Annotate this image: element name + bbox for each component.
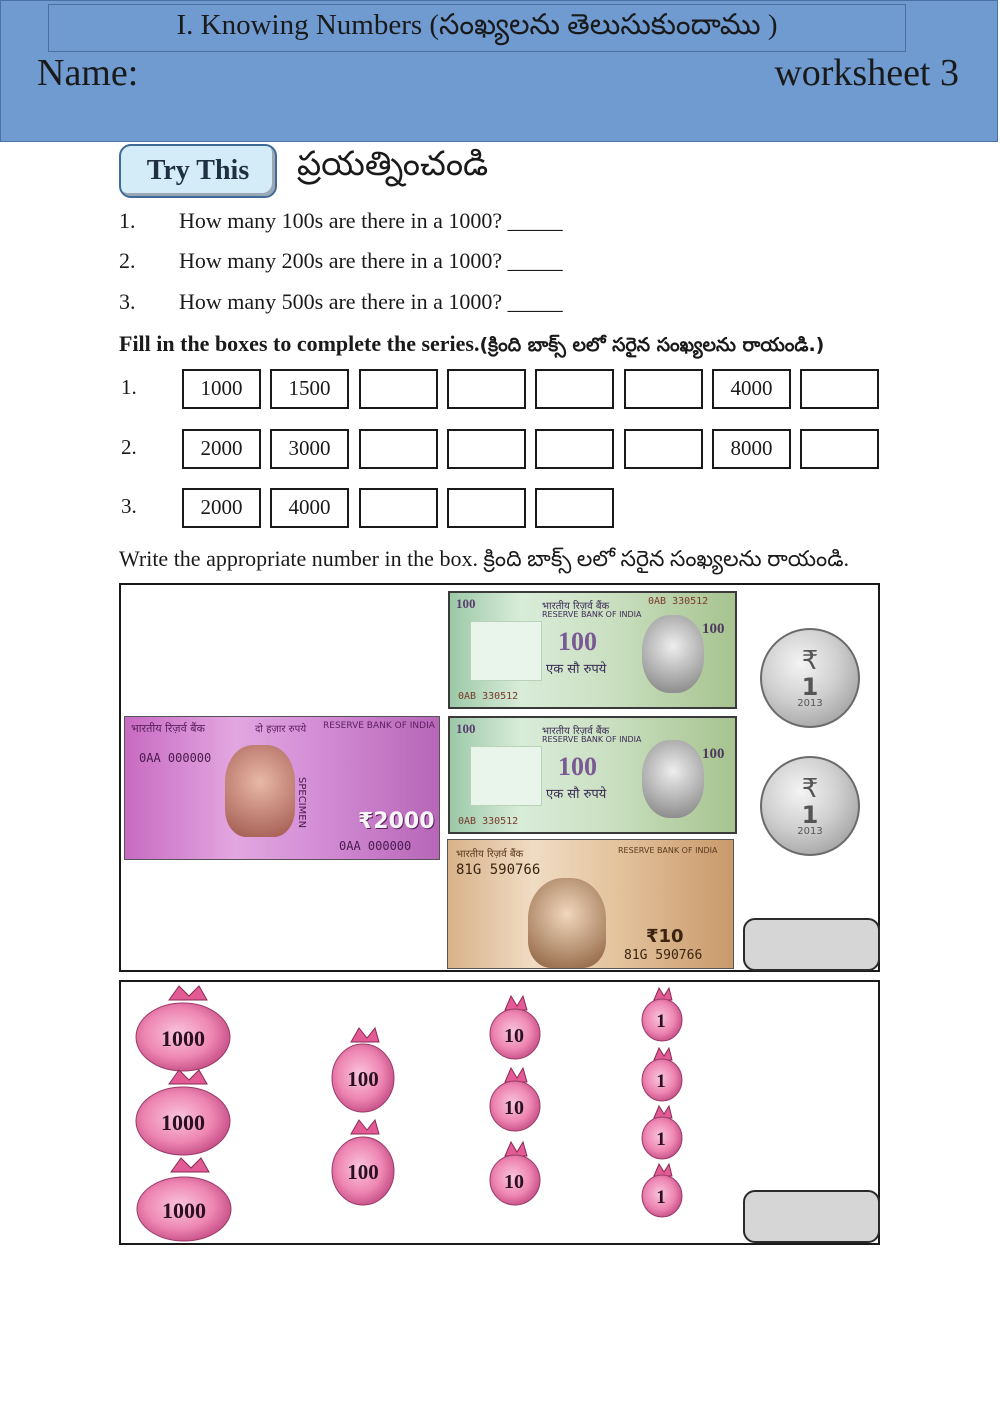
- question-text: How many 200s are there in a 1000? _____: [179, 248, 563, 273]
- money-bag-10: [490, 996, 540, 1059]
- money-bag-1: [642, 1164, 682, 1217]
- series-answer-box[interactable]: [359, 429, 438, 469]
- note-value-right: 100: [702, 621, 725, 637]
- note-serial: 0AB 330512: [458, 816, 519, 827]
- question-1: [119, 208, 563, 234]
- money-bag-10: [490, 1068, 540, 1131]
- note-100: [448, 716, 737, 834]
- coin-year: 2013: [797, 698, 823, 709]
- gandhi-portrait: [642, 615, 704, 693]
- coin-1-rupee: [760, 756, 860, 856]
- bag-label: 1000: [161, 1026, 205, 1051]
- series-answer-box[interactable]: [447, 488, 526, 528]
- worksheet-title: I. Knowing Numbers (సంఖ్యలను తెలుసుకుందాము ): [48, 4, 906, 52]
- note-value-center: 100: [558, 627, 597, 656]
- series-box: 2000: [182, 429, 261, 469]
- money-bag-1: [642, 1048, 682, 1101]
- note-bank-name: RESERVE BANK OF INDIA: [618, 846, 718, 855]
- question-3: [119, 289, 563, 315]
- gandhi-portrait: [528, 878, 606, 968]
- series-answer-box[interactable]: [535, 429, 614, 469]
- coin-year: 2013: [797, 826, 823, 837]
- series-row-number: 1.: [121, 375, 137, 399]
- note-words: एक सौ रुपये: [546, 787, 607, 802]
- coin-value: 1: [801, 801, 819, 829]
- series-box: 2000: [182, 488, 261, 528]
- question-number: 2.: [119, 248, 136, 273]
- bags-answer-box[interactable]: [743, 1190, 880, 1243]
- series-box: 1000: [182, 369, 261, 409]
- bag-label: 100: [347, 1160, 379, 1184]
- bag-label: 10: [504, 1025, 524, 1047]
- worksheet-number: worksheet 3: [774, 52, 959, 94]
- series-instruction-telugu: (క్రింది బాక్స్ లలో సరైన సంఖ్యలను రాయండి.): [479, 334, 825, 356]
- money-bag-100: [332, 1120, 394, 1205]
- note-100: [448, 591, 737, 709]
- series-box: 8000: [712, 429, 791, 469]
- series-answer-box[interactable]: [535, 488, 614, 528]
- series-answer-box[interactable]: [800, 369, 879, 409]
- money-panel: [119, 583, 880, 972]
- note-10: [447, 839, 734, 969]
- question-2: [119, 248, 563, 274]
- question-number: 1.: [119, 208, 136, 233]
- note-hindi-value: दो हज़ार रुपये: [255, 724, 307, 735]
- money-bag-1000: [136, 1070, 230, 1155]
- question-number: 3.: [119, 289, 136, 314]
- bag-label: 1000: [161, 1110, 205, 1135]
- note-hindi-title: भारतीय रिज़र्व बैंक: [131, 722, 205, 735]
- gandhi-portrait: [642, 740, 704, 818]
- note-serial-top: 0AB 330512: [648, 596, 709, 607]
- bag-label: 1000: [162, 1198, 206, 1223]
- rupee-symbol: ₹: [801, 646, 819, 676]
- money-bag-1: [642, 988, 682, 1041]
- note-value-small: 100: [456, 721, 476, 736]
- series-answer-box[interactable]: [359, 369, 438, 409]
- series-answer-box[interactable]: [535, 369, 614, 409]
- note-words: एक सौ रुपये: [546, 662, 607, 677]
- series-box: 3000: [270, 429, 349, 469]
- note-serial: 0AA 000000: [139, 751, 212, 765]
- series-box: 1500: [270, 369, 349, 409]
- name-label: Name:: [37, 52, 139, 94]
- money-bag-1: [642, 1106, 682, 1159]
- series-box: 4000: [270, 488, 349, 528]
- series-answer-box[interactable]: [624, 429, 703, 469]
- note-bank-name: RESERVE BANK OF INDIA: [542, 610, 642, 619]
- money-answer-box[interactable]: [743, 918, 880, 971]
- money-bag-1000: [136, 986, 230, 1071]
- series-row-number: 3.: [121, 494, 137, 518]
- money-instruction: Write the appropriate number in the box. క్రింది బాక్స్ లలో సరైన సంఖ్యలను రాయండి.: [119, 546, 849, 571]
- series-row-number: 2.: [121, 435, 137, 459]
- bag-label: 1: [656, 1071, 666, 1092]
- note-watermark: [470, 621, 542, 681]
- worksheet-header: [0, 0, 998, 142]
- series-answer-box[interactable]: [447, 369, 526, 409]
- note-bank-name: RESERVE BANK OF INDIA: [323, 721, 435, 731]
- bag-label: 100: [347, 1067, 379, 1091]
- series-box: 4000: [712, 369, 791, 409]
- bag-label: 1: [656, 1129, 666, 1150]
- money-bag-1000: [137, 1158, 231, 1241]
- note-hindi-title: भारतीय रिज़र्व बैंक: [456, 849, 524, 860]
- bags-panel: [119, 980, 880, 1245]
- note-serial: 81G 590766: [456, 862, 541, 878]
- note-value: ₹10: [646, 926, 684, 947]
- note-serial-bottom: 81G 590766: [624, 948, 703, 963]
- note-value: ₹2000: [358, 809, 435, 834]
- try-this-button[interactable]: Try This: [119, 144, 277, 198]
- gandhi-portrait: [225, 745, 295, 837]
- note-serial: 0AB 330512: [458, 691, 519, 702]
- question-text: How many 100s are there in a 1000? _____: [179, 208, 563, 233]
- series-answer-box[interactable]: [624, 369, 703, 409]
- note-hindi-title: भारतीय रिज़र्व बैंक: [542, 601, 610, 612]
- note-bank-name: RESERVE BANK OF INDIA: [542, 735, 642, 744]
- note-serial-bottom: 0AA 000000: [339, 839, 412, 853]
- note-hindi-title: भारतीय रिज़र्व बैंक: [542, 726, 610, 737]
- note-value-center: 100: [558, 752, 597, 781]
- bag-label: 1: [656, 1187, 666, 1208]
- series-answer-box[interactable]: [447, 429, 526, 469]
- try-this-telugu: ప్రయత్నించండి: [297, 144, 489, 184]
- bag-label: 1: [656, 1011, 666, 1032]
- note-2000: [124, 716, 440, 860]
- series-instruction-english: Fill in the boxes to complete the series.: [119, 331, 480, 356]
- series-instruction: [119, 331, 824, 361]
- money-bag-10: [490, 1142, 540, 1205]
- note-value-small: 100: [456, 596, 476, 611]
- money-bag-100: [332, 1028, 394, 1112]
- rupee-symbol: ₹: [801, 774, 819, 804]
- question-text: How many 500s are there in a 1000? _____: [179, 289, 563, 314]
- note-specimen: SPECIMEN: [296, 777, 307, 829]
- series-answer-box[interactable]: [800, 429, 879, 469]
- coin-value: 1: [801, 673, 819, 701]
- note-value-right: 100: [702, 746, 725, 762]
- note-watermark: [470, 746, 542, 806]
- series-answer-box[interactable]: [359, 488, 438, 528]
- bag-label: 10: [504, 1097, 524, 1119]
- coin-1-rupee: [760, 628, 860, 728]
- bag-label: 10: [504, 1171, 524, 1193]
